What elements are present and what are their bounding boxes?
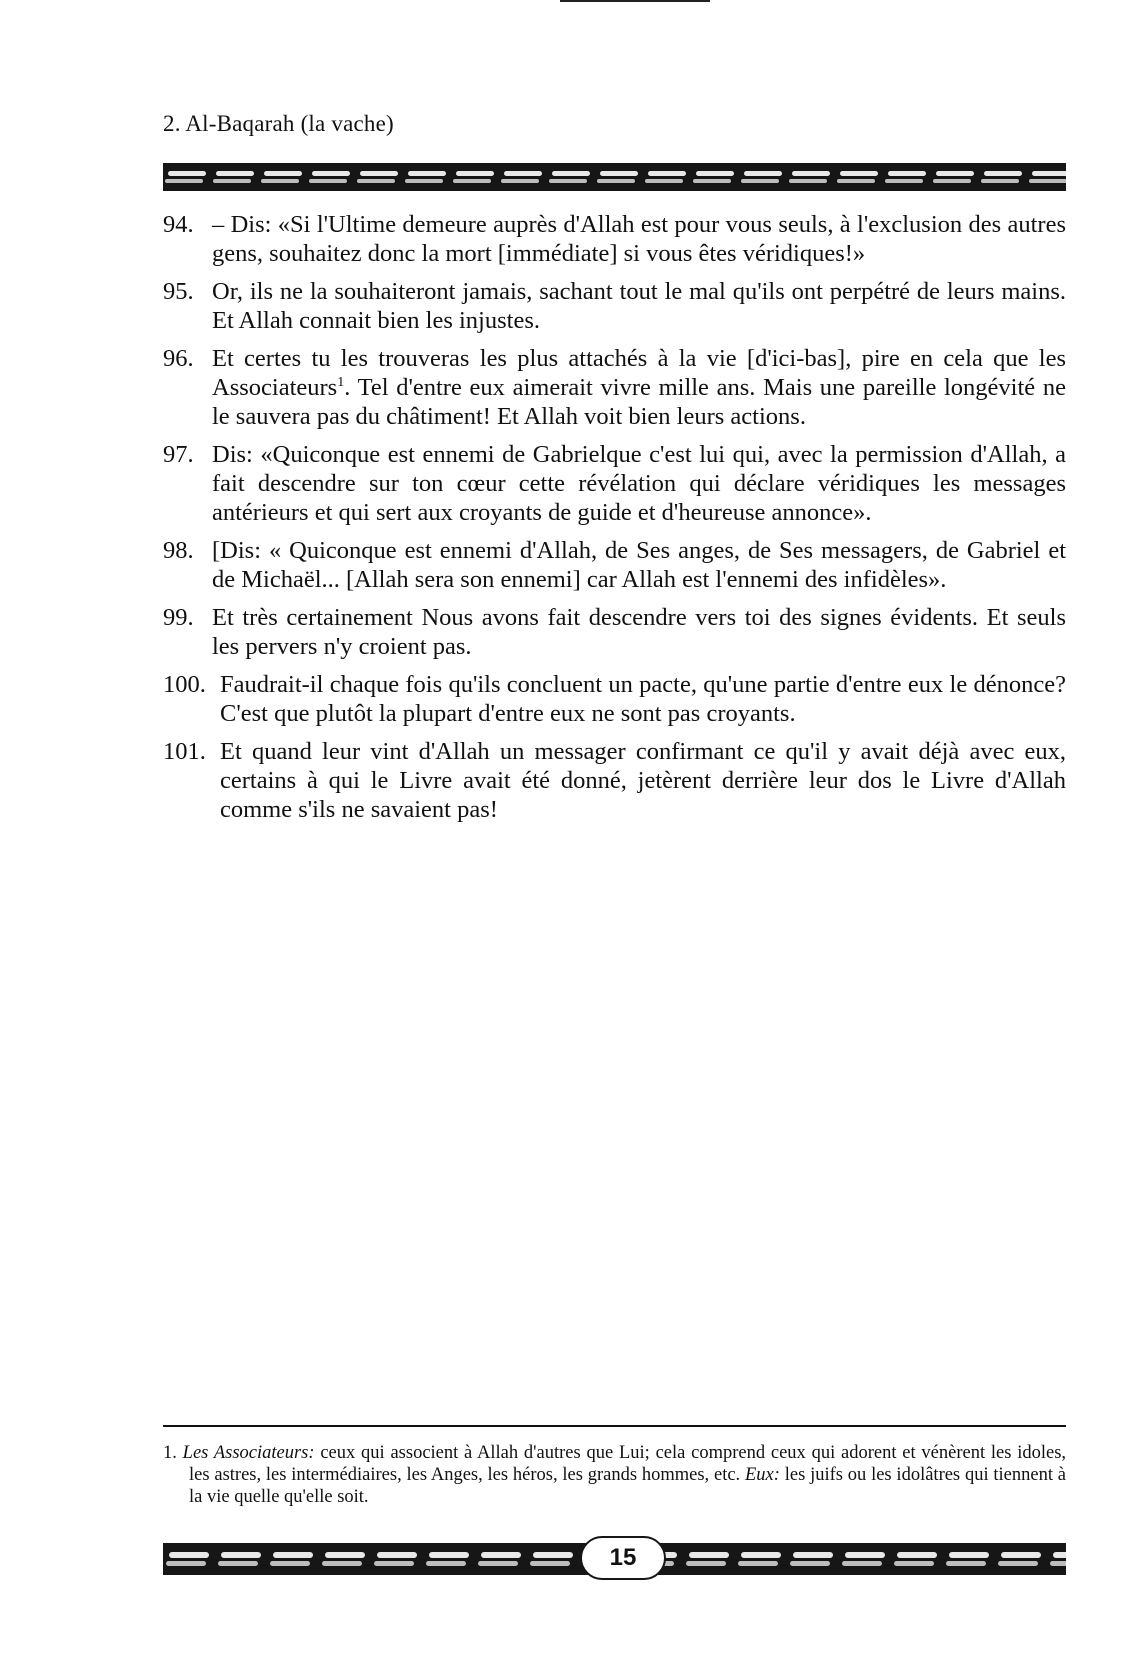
verse-number: 99. <box>163 604 194 631</box>
verse-number: 95. <box>163 278 194 305</box>
verse-text-part: Et certes tu les trouveras les plus attachés à la vie [d'ici-bas], pire en cela que les Associateurs <box>212 345 1066 401</box>
footnote-text: les juifs ou les idolâtres qui tiennent à la vie quelle qu'elle soit. <box>189 1465 1066 1507</box>
verse-95 <box>163 277 1066 335</box>
verse-text: Et quand leur vint d'Allah un messager confirmant ce qu'il y avait déjà avec eux, certains à qui le Livre avait été donné, jetèrent derrière leur dos le Livre d'Allah comme s'ils ne savaient pas! <box>220 738 1066 823</box>
verse-number: 94. <box>163 211 194 238</box>
page-header: 2. Al-Baqarah (la vache) <box>163 111 394 136</box>
verse-101 <box>163 737 1066 824</box>
verse-text: – Dis: «Si l'Ultime demeure auprès d'Allah est pour vous seuls, à l'exclusion des autres gens, souhaitez donc la mort [immédiate] si vous êtes véridiques!» <box>212 211 1066 267</box>
verse-text-part: . Tel d'entre eux aimerait vivre mille ans. Mais une pareille longévité ne le sauvera pas du châtiment! Et Allah voit bien leurs actions. <box>212 374 1066 430</box>
verse-96 <box>163 344 1066 431</box>
footnote-marker: 1. <box>163 1443 177 1463</box>
verse-number: 100. <box>163 671 206 698</box>
chain-ornament <box>163 163 1066 191</box>
verse-number: 96. <box>163 345 194 372</box>
verse-text <box>212 345 1066 430</box>
verse-99 <box>163 603 1066 661</box>
verse-text: [Dis: « Quiconque est ennemi d'Allah, de Ses anges, de Ses messagers, de Gabriel et de Michaël... [Allah sera son ennemi] car Allah est l'ennemi des infidèles». <box>212 537 1066 593</box>
footnote-reference: 1 <box>337 374 345 390</box>
verse-text: Et très certainement Nous avons fait descendre vers toi des signes évidents. Et seuls les pervers n'y croient pas. <box>212 604 1066 660</box>
top-rule <box>560 0 710 2</box>
footnote-term: Eux: <box>744 1465 780 1485</box>
footnote-body <box>163 1442 1066 1508</box>
footnote <box>163 1442 1066 1508</box>
verse-98 <box>163 536 1066 594</box>
verse-94 <box>163 210 1066 268</box>
verse-100 <box>163 670 1066 728</box>
verse-number: 97. <box>163 441 194 468</box>
verse-text: Faudrait-il chaque fois qu'ils concluent un pacte, qu'une partie d'entre eux le dénonce? C'est que plutôt la plupart d'entre eux ne sont pas croyants. <box>220 671 1066 727</box>
footnote-rule <box>163 1425 1066 1427</box>
page-number: 15 <box>580 1536 666 1580</box>
verse-number: 101. <box>163 738 206 765</box>
verse-text: Dis: «Quiconque est ennemi de Gabrielque c'est lui qui, avec la permission d'Allah, a fait descendre sur ton cœur cette révélation qui déclare véridiques les messages antérieurs et qui sert aux croyants de guide et d'heureuse annonce». <box>212 441 1066 526</box>
footnote-text: ceux qui associent à Allah d'autres que Lui; cela comprend ceux qui adorent et vénèrent les idoles, les astres, les intermédiaires, les Anges, les héros, les grands hommes, etc. <box>189 1443 1067 1485</box>
verse-97 <box>163 440 1066 527</box>
ornament-band-top <box>163 163 1066 191</box>
verse-number: 98. <box>163 537 194 564</box>
verse-text: Or, ils ne la souhaiteront jamais, sachant tout le mal qu'ils ont perpétré de leurs mains. Et Allah connait bien les injustes. <box>212 278 1066 334</box>
verse-list <box>163 210 1066 833</box>
footnote-term: Les Associateurs: <box>182 1443 315 1463</box>
